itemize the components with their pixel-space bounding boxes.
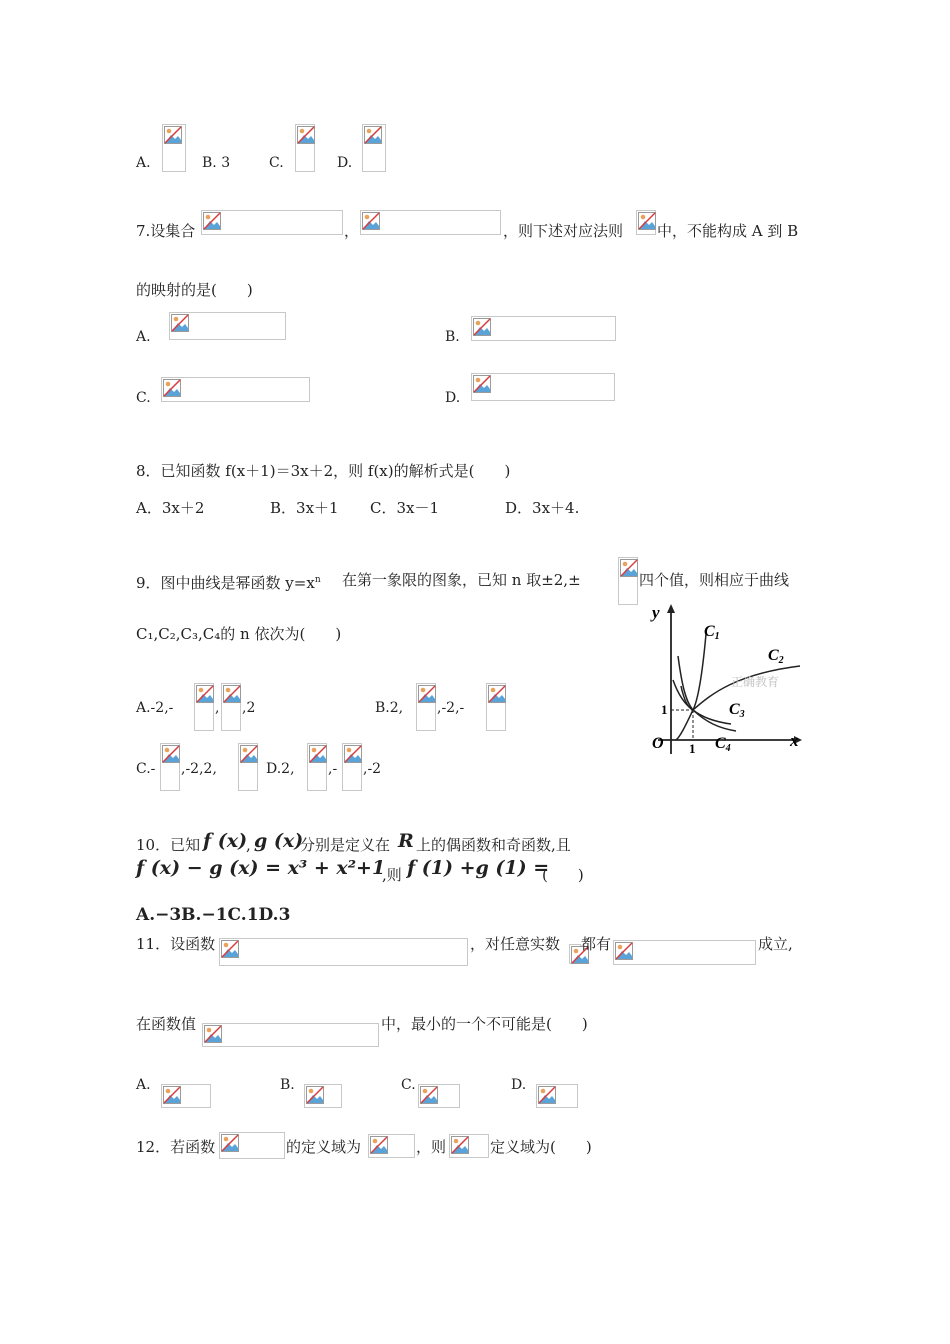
q7-c-image bbox=[161, 377, 310, 402]
q9-option-a: A.-2,- bbox=[136, 700, 174, 716]
label-c3: C3 bbox=[729, 701, 745, 720]
broken-image-icon bbox=[344, 745, 362, 763]
broken-image-icon bbox=[164, 126, 182, 144]
q10-then: ,则 bbox=[382, 866, 402, 884]
x-axis-label: x bbox=[790, 731, 799, 750]
q11-option-c: C. bbox=[401, 1077, 416, 1093]
q10-sep: , bbox=[246, 836, 251, 854]
q7-comma: ， bbox=[344, 222, 360, 240]
label-c2: C2 bbox=[768, 647, 784, 666]
power-function-graph bbox=[636, 596, 808, 760]
q10-options: A.−3B.−1C.1D.3 bbox=[136, 905, 291, 925]
label-c1: C1 bbox=[704, 623, 720, 642]
broken-image-icon bbox=[473, 375, 491, 393]
broken-image-icon bbox=[223, 685, 241, 703]
q7-set-a-image bbox=[201, 210, 343, 235]
q11-x-image bbox=[569, 944, 581, 964]
q12-tail: 定义域为( ) bbox=[490, 1138, 592, 1156]
q11-values-image bbox=[202, 1023, 379, 1047]
q11-condition-image bbox=[613, 940, 756, 965]
broken-image-icon bbox=[420, 1086, 438, 1104]
label-c4: C4 bbox=[715, 735, 731, 754]
q7-lead: 7.设集合 bbox=[136, 222, 196, 240]
origin-label: O bbox=[652, 735, 664, 752]
broken-image-icon bbox=[221, 1134, 239, 1152]
q9-stem-a: 9．图中曲线是幂函数 $y=x^n$ bbox=[136, 574, 321, 592]
tick-label-y-1: 1 bbox=[661, 702, 668, 717]
q11-tail: 成立, bbox=[758, 935, 793, 953]
q7-option-c: C. bbox=[136, 390, 151, 406]
q11-line2a: 在函数值 bbox=[136, 1015, 197, 1033]
q12-then: ，则 bbox=[416, 1138, 447, 1156]
q11-mid: ，对任意实数 bbox=[470, 935, 561, 953]
q8-option-d: D．3x＋4. bbox=[505, 499, 580, 517]
q12-lead: 12．若函数 bbox=[136, 1138, 216, 1156]
q7-a-image bbox=[169, 312, 286, 340]
q11-have: 都有 bbox=[581, 935, 612, 953]
broken-image-icon bbox=[488, 685, 506, 703]
q10-r: R bbox=[398, 830, 414, 852]
q7-option-b: B. bbox=[445, 329, 460, 345]
broken-image-icon bbox=[297, 126, 315, 144]
q7-line2: 的映射的是( ) bbox=[136, 281, 253, 299]
broken-image-icon bbox=[364, 126, 382, 144]
q9-option-c: C.- bbox=[136, 761, 156, 777]
q9-stem-b: 在第一象限的图象，已知 n 取±2,± bbox=[342, 571, 581, 589]
curve-c3 bbox=[678, 656, 731, 724]
q9-fraction-image bbox=[618, 557, 638, 605]
q11-c-image bbox=[418, 1084, 460, 1108]
q12-domain-image bbox=[368, 1134, 415, 1158]
q9-b-image-2 bbox=[486, 683, 506, 731]
y-axis-label: y bbox=[652, 603, 660, 622]
q7-b-image bbox=[471, 316, 616, 341]
q11-d-image bbox=[536, 1084, 578, 1108]
q10-mid: 分别是定义在 bbox=[300, 836, 391, 854]
q9-stem-c: 四个值，则相应于曲线 bbox=[639, 571, 790, 589]
q9-line2: C₁,C₂,C₃,C₄的 n 依次为( ) bbox=[136, 625, 342, 643]
q9-c-image-2 bbox=[238, 743, 258, 791]
q7-option-d: D. bbox=[445, 390, 461, 406]
q11-option-b: B. bbox=[280, 1077, 295, 1093]
broken-image-icon bbox=[171, 314, 189, 332]
q10-lead: 10．已知 bbox=[136, 836, 201, 854]
watermark: 正确教育 bbox=[731, 675, 780, 689]
q7-rule-text: ，则下述对应法则 bbox=[503, 222, 624, 240]
q10-fx: f (x) bbox=[203, 830, 248, 852]
q6-option-c: C. bbox=[269, 155, 284, 171]
q9-c-end: ,-2,2, bbox=[181, 761, 217, 777]
q9-a-image-2 bbox=[221, 683, 241, 731]
q9-d-image-1 bbox=[307, 743, 327, 791]
broken-image-icon bbox=[196, 685, 214, 703]
q11-function-image bbox=[219, 938, 468, 966]
q7-rule-image bbox=[636, 210, 656, 235]
q9-b-image-1 bbox=[416, 683, 436, 731]
q9-c-image bbox=[160, 743, 180, 791]
q11-a-image bbox=[161, 1084, 211, 1108]
q6-c-formula-image bbox=[295, 124, 315, 172]
q11-option-a: A. bbox=[136, 1077, 151, 1093]
q9-a-sep: , bbox=[215, 700, 220, 716]
q9-d-image-2 bbox=[342, 743, 362, 791]
q6-option-b: B. 3 bbox=[202, 155, 231, 171]
q11-option-d: D. bbox=[511, 1077, 527, 1093]
broken-image-icon bbox=[221, 940, 239, 958]
broken-image-icon bbox=[203, 212, 221, 230]
q8-stem: 8．已知函数 f(x＋1)＝3x＋2，则 f(x)的解析式是( ) bbox=[136, 462, 511, 480]
q10-gx: g (x) bbox=[254, 830, 304, 852]
q12-mid: 的定义域为 bbox=[286, 1138, 362, 1156]
q8-option-b: B．3x＋1 bbox=[270, 499, 339, 517]
broken-image-icon bbox=[362, 212, 380, 230]
q7-d-image bbox=[471, 373, 615, 401]
broken-image-icon bbox=[638, 212, 656, 230]
q10-equation: f (x) − g (x) = x³ + x²+1 bbox=[136, 857, 386, 879]
broken-image-icon bbox=[163, 1086, 181, 1104]
broken-image-icon bbox=[473, 318, 491, 336]
q9-exponent: n bbox=[314, 575, 321, 585]
tick-label-x-1: 1 bbox=[689, 741, 696, 756]
q9-d-mid: ,- bbox=[328, 761, 338, 777]
broken-image-icon bbox=[370, 1136, 388, 1154]
broken-image-icon bbox=[615, 942, 633, 960]
broken-image-icon bbox=[309, 745, 327, 763]
broken-image-icon bbox=[620, 559, 638, 577]
broken-image-icon bbox=[240, 745, 258, 763]
q12-function-image bbox=[219, 1132, 285, 1159]
y-axis-arrow bbox=[667, 604, 675, 613]
q9-option-d: D.2, bbox=[266, 761, 295, 777]
q9-d-end: ,-2 bbox=[363, 761, 382, 777]
q6-d-formula-image bbox=[362, 124, 386, 172]
q7-rule-text-2: 中，不能构成 A 到 B bbox=[657, 222, 799, 240]
broken-image-icon bbox=[162, 745, 180, 763]
q11-line2b: 中，最小的一个不可能是( ) bbox=[381, 1015, 588, 1033]
broken-image-icon bbox=[418, 685, 436, 703]
q6-option-a: A. bbox=[136, 155, 151, 171]
q8-option-c: C．3x－1 bbox=[370, 499, 440, 517]
q6-a-formula-image bbox=[162, 124, 186, 172]
broken-image-icon bbox=[538, 1086, 556, 1104]
q10-ask: f (1) +g (1) = bbox=[407, 857, 550, 879]
q10-tail: 上的偶函数和奇函数,且 bbox=[416, 836, 571, 854]
q7-set-b-image bbox=[360, 210, 501, 235]
broken-image-icon bbox=[204, 1025, 222, 1043]
q11-b-image bbox=[304, 1084, 342, 1108]
broken-image-icon bbox=[306, 1086, 324, 1104]
q9-option-b: B.2, bbox=[375, 700, 404, 716]
q12-target-image bbox=[449, 1134, 489, 1158]
broken-image-icon bbox=[451, 1136, 469, 1154]
q6-option-d: D. bbox=[337, 155, 353, 171]
q7-option-a: A. bbox=[136, 329, 151, 345]
q10-paren: ( ) bbox=[542, 866, 584, 884]
q9-b-mid: ,-2,- bbox=[437, 700, 465, 716]
broken-image-icon bbox=[163, 379, 181, 397]
q8-option-a: A．3x＋2 bbox=[136, 499, 205, 517]
q9-a-image-1 bbox=[194, 683, 214, 731]
q11-lead: 11．设函数 bbox=[136, 935, 216, 953]
q9-a-end: ,2 bbox=[242, 700, 256, 716]
